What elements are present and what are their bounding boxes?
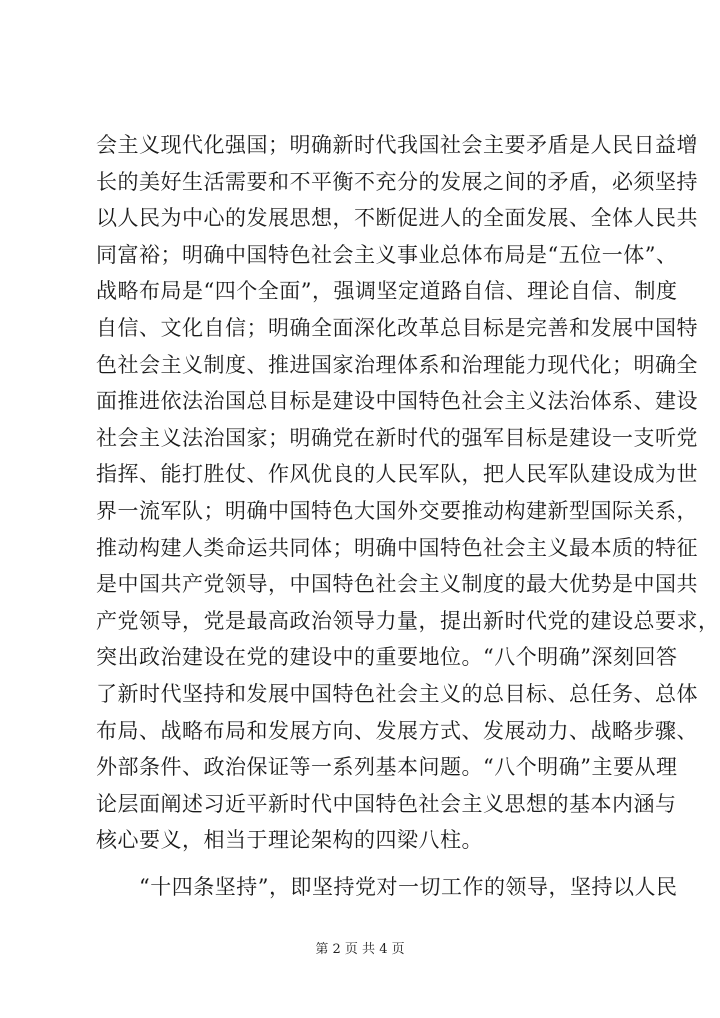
page-number-label: 第 2 页 共 4 页	[315, 942, 405, 957]
text-line: 面推进依法治国总目标是建设中国特色社会主义法治体系、建设	[96, 389, 698, 414]
text-line: 社会主义法治国家；明确党在新时代的强军目标是建设一支听党	[96, 425, 698, 450]
page-footer	[0, 938, 720, 957]
paragraph-1	[96, 127, 720, 859]
text-line: 产党领导，党是最高政治领导力量，提出新时代党的建设总要求，	[96, 608, 720, 633]
paragraph-2	[96, 869, 678, 906]
text-line: 以人民为中心的发展思想，不断促进人的全面发展、全体人民共	[96, 206, 698, 231]
text-line: 了新时代坚持和发展中国特色社会主义的总目标、总任务、总体	[96, 681, 698, 706]
body-text	[96, 127, 720, 905]
text-line: 突出政治建设在党的建设中的重要地位。“八个明确”深刻回答	[96, 645, 678, 670]
text-line: 长的美好生活需要和不平衡不充分的发展之间的矛盾，必须坚持	[96, 169, 698, 194]
text-line: 色社会主义制度、推进国家治理体系和治理能力现代化；明确全	[96, 352, 698, 377]
text-line: 会主义现代化强国；明确新时代我国社会主要矛盾是人民日益增	[96, 133, 698, 157]
text-line: 外部条件、政治保证等一系列基本问题。“八个明确”主要从理	[96, 755, 678, 780]
text-line: 布局、战略布局和发展方向、发展方式、发展动力、战略步骤、	[96, 718, 698, 743]
text-line: 是中国共产党领导，中国特色社会主义制度的最大优势是中国共	[96, 572, 698, 597]
text-line: 核心要义，相当于理论架构的四梁八柱。	[96, 828, 483, 853]
text-line: 推动构建人类命运共同体；明确中国特色社会主义最本质的特征	[96, 535, 698, 560]
text-line: 指挥、能打胜仗、作风优良的人民军队，把人民军队建设成为世	[96, 462, 698, 487]
text-line: “十四条坚持”，即坚持党对一切工作的领导，坚持以人民	[96, 874, 678, 899]
text-line: 论层面阐述习近平新时代中国特色社会主义思想的基本内涵与	[96, 791, 677, 816]
text-line: 同富裕；明确中国特色社会主义事业总体布局是“五位一体”、	[96, 242, 678, 267]
text-line: 自信、文化自信；明确全面深化改革总目标是完善和发展中国特	[96, 315, 698, 340]
text-line: 界一流军队；明确中国特色大国外交要推动构建新型国际关系，	[96, 498, 698, 523]
text-line: 战略布局是“四个全面”，强调坚定道路自信、理论自信、制度	[96, 279, 678, 304]
